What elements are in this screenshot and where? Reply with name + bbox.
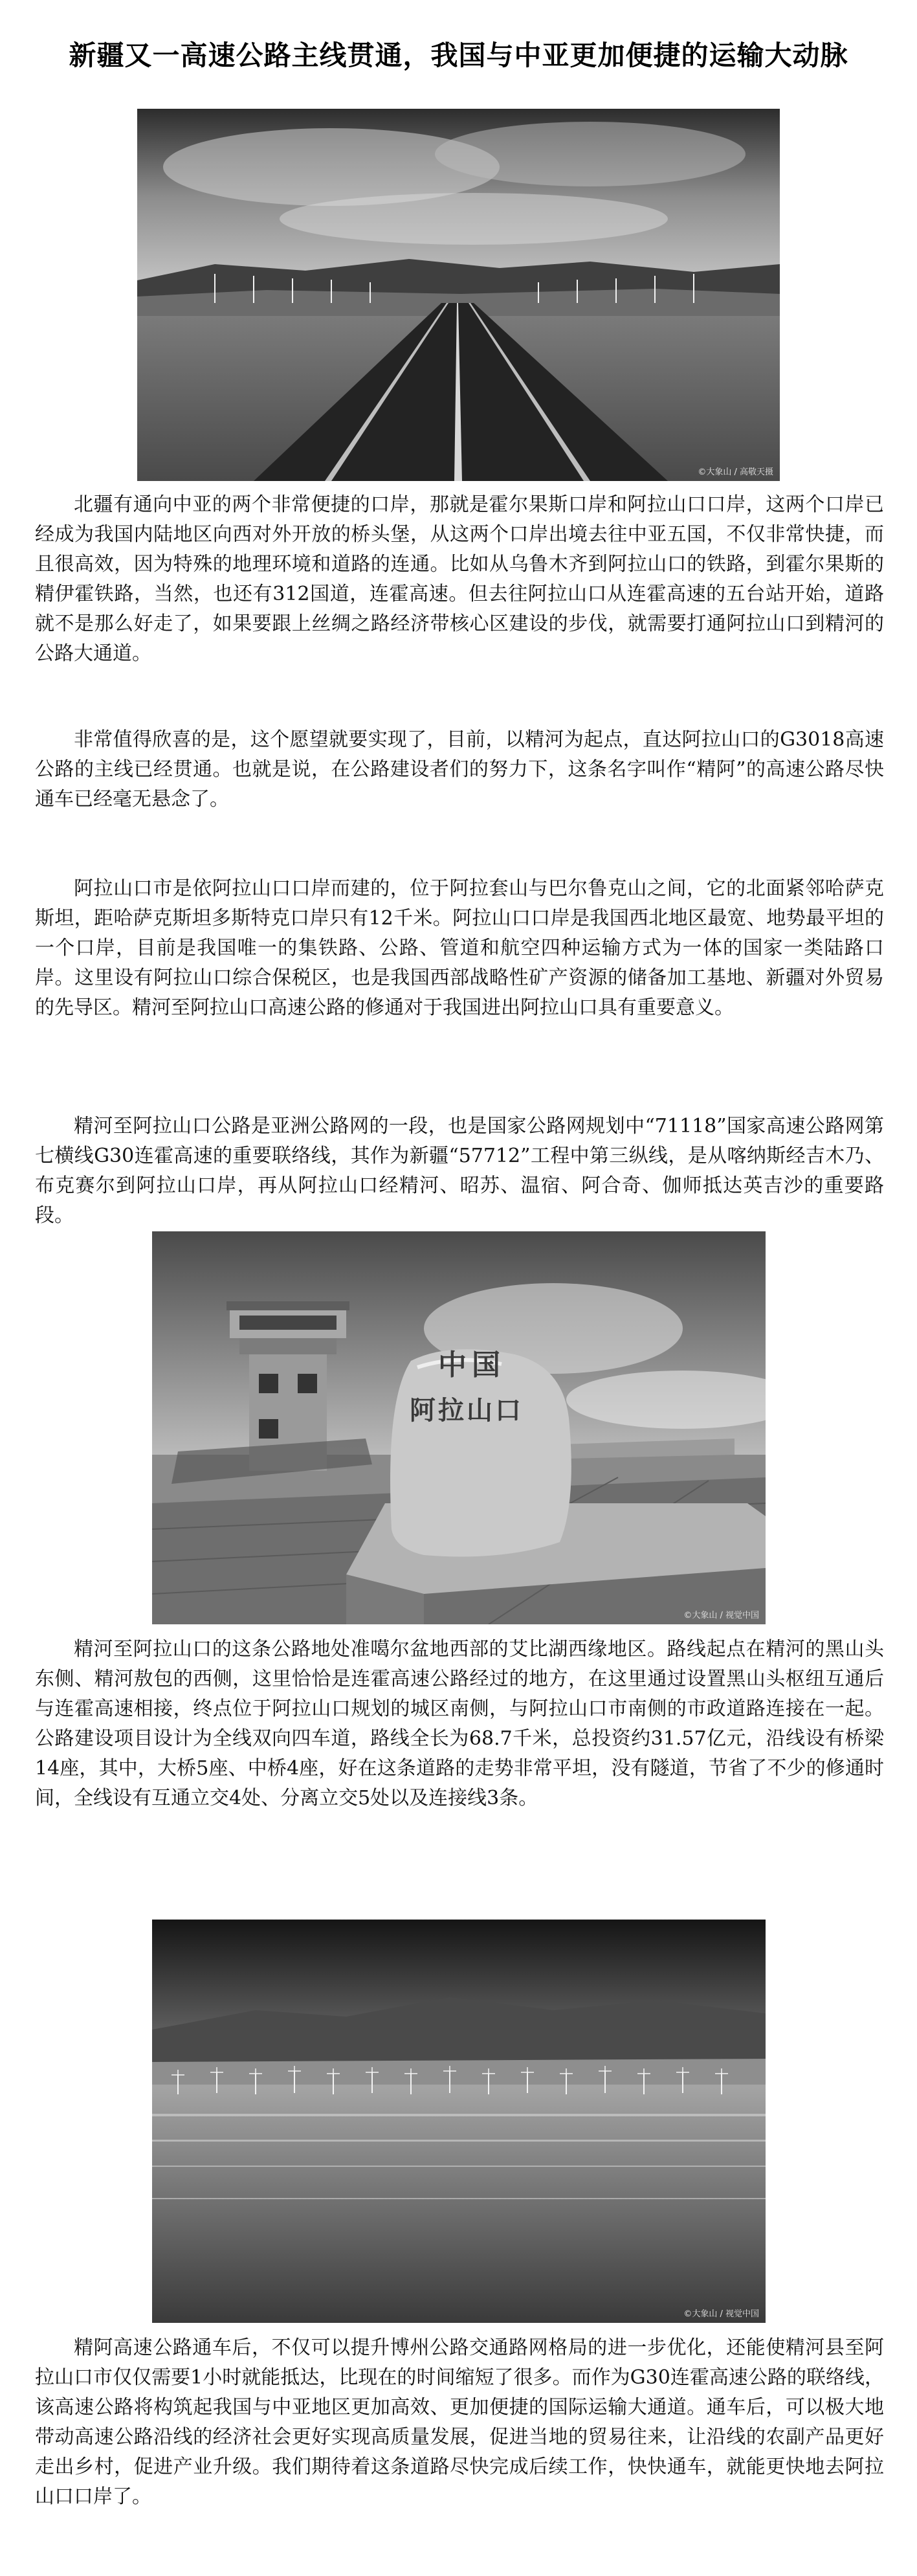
photo-credit: ©大象山 / 视觉中国 [683,2309,759,2319]
article-title: 新疆又一高速公路主线贯通，我国与中亚更加便捷的运输大动脉 [69,39,848,72]
paragraph-1: 北疆有通向中亚的两个非常便捷的口岸，那就是霍尔果斯口岸和阿拉山口口岸，这两个口岸已经成为我国内陆地区向西对外开放的桥头堡，从这两个口岸出境去往中亚五国，不仅非常快捷，而且很高效，因为特殊的地理环境和道路的连通。比如从乌鲁木齐到阿拉山口的铁路，到霍尔果斯的精伊霍铁路，当然，也还有312国道，连霍高速。但去往阿拉山口从连霍高速的五台站开始，道路就不是那么好走了，如果要跟上丝绸之路经济带核心区建设的步伐，就需要打通阿拉山口到精河的公路大通道。 [35,493,884,665]
wind-farm-scene-image [152,1920,766,2323]
paragraph-2: 非常值得欣喜的是，这个愿望就要实现了，目前，以精河为起点，直达阿拉山口的G3018高速公路的主线已经贯通。也就是说，在公路建设者们的努力下，这条名字叫作“精阿”的高速公路尽快通车已经毫无悬念了。 [35,728,884,811]
monument-inscription-line-2: 阿拉山口 [410,1396,524,1426]
photo-credit: ©大象山 / 视觉中国 [683,1611,759,1620]
monument-inscription-line-1: 中国 [438,1349,505,1382]
monument-scene-image [152,1231,766,1624]
photo-credit: ©大象山 / 高敬天摄 [698,467,773,477]
photo-border-monument [152,1231,766,1624]
photo-wind-farm [152,1920,766,2323]
paragraph-5: 精河至阿拉山口的这条公路地处准噶尔盆地西部的艾比湖西缘地区。路线起点在精河的黑山头东侧、精河敖包的西侧，这里恰恰是连霍高速公路经过的地方，在这里通过设置黑山头枢纽互通后与连霍高速相接，终点位于阿拉山口规划的城区南侧，与阿拉山口市南侧的市政道路连接在一起。公路建设项目设计为全线双向四车道，路线全长为68.7千米，总投资约31.57亿元，沿线设有桥梁14座，其中，大桥5座、中桥4座，好在这条道路的走势非常平坦，没有隧道，节省了不少的修通时间，全线设有互通立交4处、分离立交5处以及连接线3条。 [35,1638,884,1809]
highway-scene-image [137,109,780,481]
paragraph-4: 精河至阿拉山口公路是亚洲公路网的一段，也是国家公路网规划中“71118”国家高速公路网第七横线G30连霍高速的重要联络线，其作为新疆“57712”工程中第三纵线，是从喀纳斯经吉木乃、布克赛尔到阿拉山口岸，再从阿拉山口经精河、昭苏、温宿、阿合奇、伽师抵达英吉沙的重要路段。 [35,1115,884,1227]
paragraph-3: 阿拉山口市是依阿拉山口口岸而建的，位于阿拉套山与巴尔鲁克山之间，它的北面紧邻哈萨克斯坦，距哈萨克斯坦多斯特克口岸只有12千米。阿拉山口口岸是我国西北地区最宽、地势最平坦的一个口岸，目前是我国唯一的集铁路、公路、管道和航空四种运输方式为一体的国家一类陆路口岸。这里设有阿拉山口综合保税区，也是我国西部战略性矿产资源的储备加工基地、新疆对外贸易的先导区。精河至阿拉山口高速公路的修通对于我国进出阿拉山口具有重要意义。 [35,877,884,1019]
paragraph-6: 精阿高速公路通车后，不仅可以提升博州公路交通路网格局的进一步优化，还能使精河县至阿拉山口市仅仅需要1小时就能抵达，比现在的时间缩短了很多。而作为G30连霍高速公路的联络线，该高速公路将构筑起我国与中亚地区更加高效、更加便捷的国际运输大通道。通车后，可以极大地带动高速公路沿线的经济社会更好实现高质量发展，促进当地的贸易往来，让沿线的农副产品更好走出乡村，促进产业升级。我们期待着这条道路尽快完成后续工作，快快通车，就能更快地去阿拉山口口岸了。 [35,2336,884,2508]
photo-highway [137,109,780,481]
